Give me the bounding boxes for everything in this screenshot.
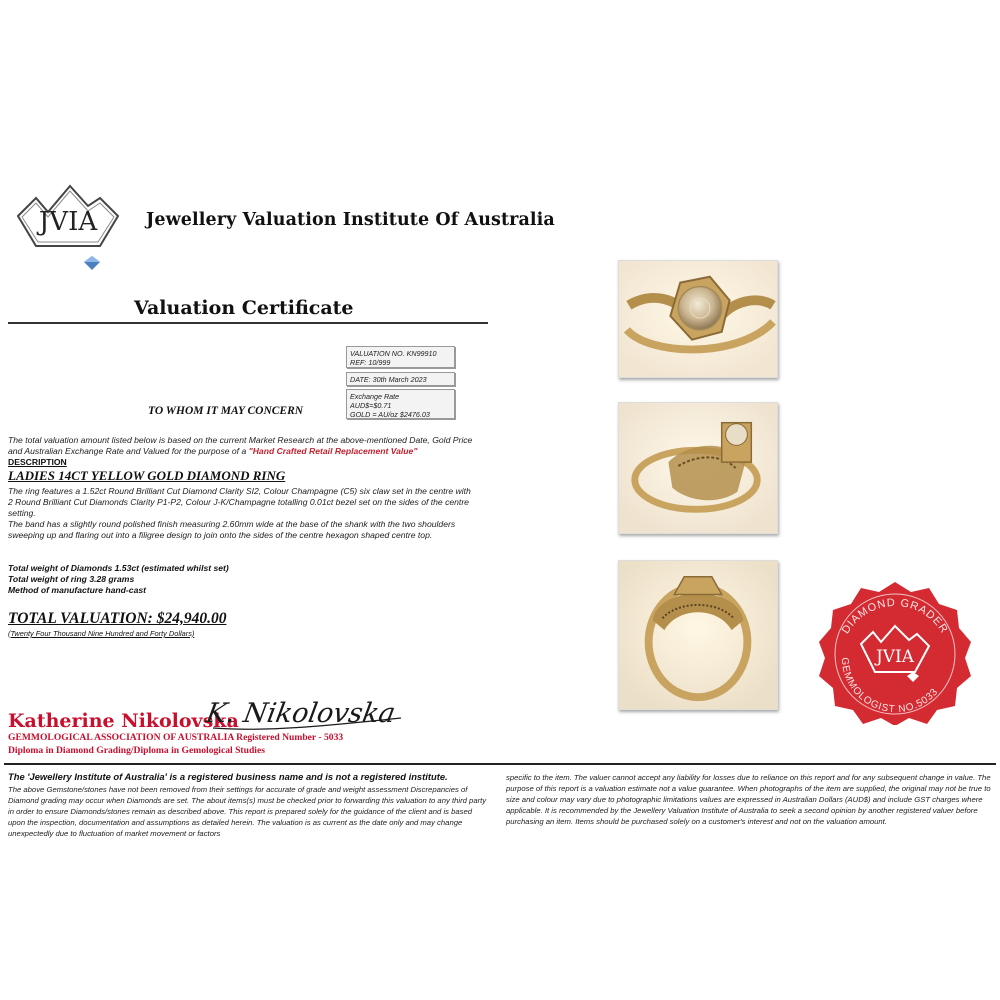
description-label: DESCRIPTION xyxy=(8,457,67,467)
reference-number: REF: 10/999 xyxy=(350,358,391,367)
item-title: LADIES 14CT YELLOW GOLD DIAMOND RING xyxy=(8,468,286,483)
handwritten-signature xyxy=(205,688,410,738)
total-diamond-weight: Total weight of Diamonds 1.53ct (estimated whilst set) xyxy=(8,563,229,573)
ring-underside-view-photo xyxy=(618,560,778,710)
diploma-line: Diploma in Diamond Grading/Diploma in Gemological Studies xyxy=(8,745,265,756)
intro-highlight: "Hand Crafted Retail Replacement Value" xyxy=(248,445,418,456)
footer-divider xyxy=(4,763,996,765)
logo-text: JVIA xyxy=(38,207,98,237)
disclaimer-right: specific to the item. The valuer cannot accept any liability for losses due to reliance on this report and for any subsequent change in value. The purpose of this report is a valuation estimate not a value guarantee. When photographs of the item are supplied, the original may not be true to size and colour may vary due to photographic limitations values are expressed in Australian Dollars (AUD$) and include GST charges where applicable. It is recommended by the Jewellery Valuation Institute of Australia to seek a second opinion by another registered valuer before purchasing an item. Items should be purchased solely on a customer's interest and not on the valuation amount. xyxy=(506,773,991,826)
registration-line: GEMMOLOGICAL ASSOCIATION OF AUSTRALIA Registered Number - 5033 xyxy=(8,732,344,743)
certificate-title: Valuation Certificate xyxy=(134,297,354,319)
date-box xyxy=(346,372,455,386)
intro-paragraph xyxy=(8,435,478,457)
svg-text:DIAMOND GRADER: DIAMOND GRADER xyxy=(839,596,951,636)
addressee: TO WHOM IT MAY CONCERN xyxy=(148,405,304,417)
svg-text:GEMMOLOGIST NO.5033: GEMMOLOGIST NO.5033 xyxy=(838,657,941,716)
institute-name: Jewellery Valuation Institute Of Australia xyxy=(146,210,555,230)
svg-text:K. Nikolovska: K. Nikolovska xyxy=(205,698,398,729)
jvia-logo xyxy=(8,176,130,280)
description-paragraph-2: The band has a slightly round polished finish measuring 2.60mm wide at the base of the shank with the two shoulders sweeping up and flaring out into a filigree design to join onto the sides of the centre hexagon shaped centre top. xyxy=(8,519,456,540)
total-valuation-words: (Twenty Four Thousand Nine Hundred and Forty Dollars) xyxy=(8,629,195,638)
disclaimer-left: The above Gemstone/stones have not been removed from their settings for accurate of grade and weight assessment Discrepancies of Diamond grading may occur when Diamonds are set. The about items(s) must be checked prior to forwarding this valuation to any third party in order to ensure Diamonds/stones remain as described above. This report is prepared solely for the guidance of the client and is based upon the inspection, documentation and assumptions as detailed herein. The valuation is as current as the date only and may change unexpectedly due to fluctuation of market movement or factors xyxy=(8,785,487,838)
valuation-number: VALUATION NO. KN99910 xyxy=(350,349,437,358)
valuation-date: DATE: 30th March 2023 xyxy=(350,375,427,384)
exchange-label: Exchange Rate xyxy=(350,392,400,401)
title-divider xyxy=(8,322,488,324)
exchange-rate-box xyxy=(346,389,455,419)
svg-text:JVIA: JVIA xyxy=(875,647,915,667)
intro-text: The total valuation amount listed below is based on the current Market Research at the above-mentioned Date, Gold Price and Australian Exchange Rate and Valued for the purpose of a xyxy=(8,435,473,456)
aud-rate: AUD$=$0.71 xyxy=(350,401,392,410)
total-valuation: TOTAL VALUATION: $24,940.00 xyxy=(8,610,227,627)
gold-rate: GOLD = AU/oz $2476.03 xyxy=(350,410,430,419)
valuation-number-box xyxy=(346,346,455,368)
diamond-grader-seal xyxy=(815,580,975,725)
disclaimer-heading: The 'Jewellery Institute of Australia' is a registered business name and is not a registered institute. xyxy=(8,771,448,782)
totals-block xyxy=(8,563,229,596)
valuer-name: Katherine Nikolovska xyxy=(8,710,239,732)
manufacture-method: Method of manufacture hand-cast xyxy=(8,585,146,595)
ring-top-view-photo xyxy=(618,260,778,378)
ring-side-view-photo xyxy=(618,402,778,534)
total-ring-weight: Total weight of ring 3.28 grams xyxy=(8,574,135,584)
description-paragraph-1: The ring features a 1.52ct Round Brilliant Cut Diamond Clarity SI2, Colour Champagne (C5) six claw set in the centre with 2 Round Brilliant Cut Diamonds Clarity P1-P2, Colour J-K/Champagne totalling 0.01ct bezel set on the sides of the centre setting. xyxy=(8,486,471,518)
